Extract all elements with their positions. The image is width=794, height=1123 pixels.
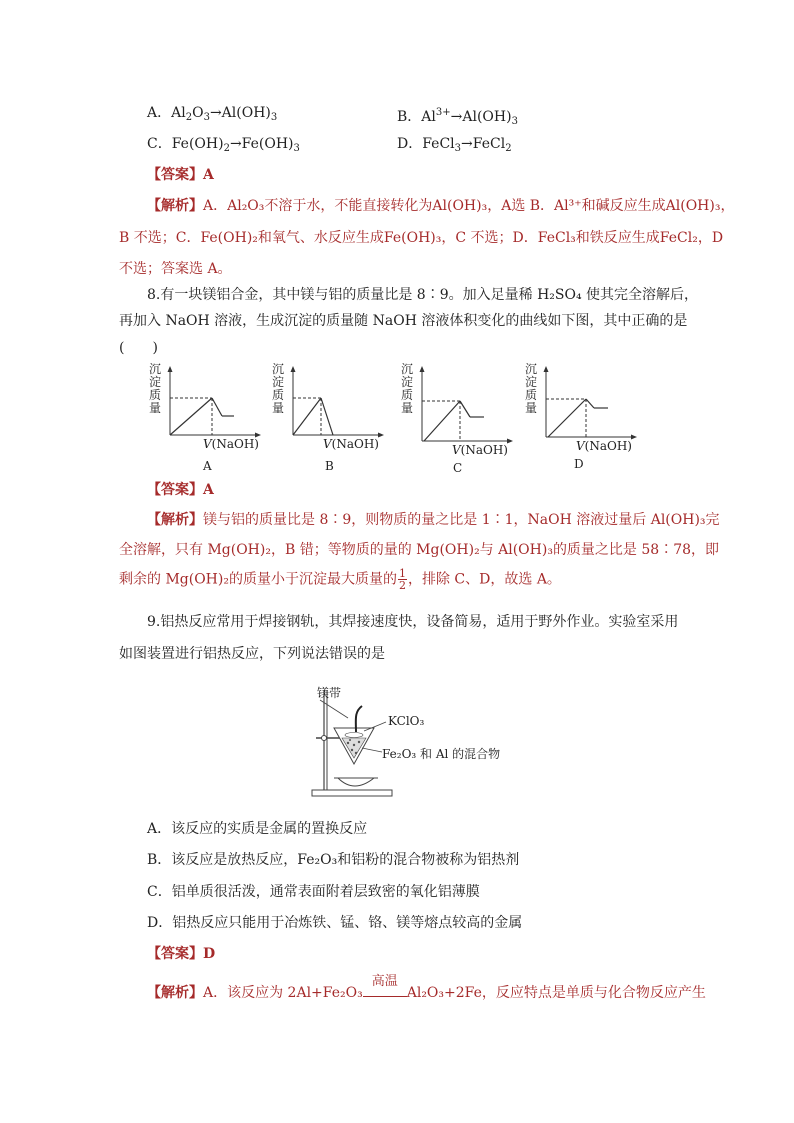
q7-analysis-line3: 不选；答案选 A。	[119, 261, 232, 277]
graph-c-plot	[400, 363, 520, 475]
graph-d-y-label: 沉 淀 质 量	[524, 362, 537, 415]
label-magnesium-ribbon: 镁带	[317, 686, 342, 700]
graph-d-plot	[524, 363, 644, 475]
graph-c: 沉 淀 质 量 V(NaOH) C	[400, 363, 520, 475]
q9-option-a: A．该反应的实质是金属的置换反应	[147, 821, 368, 837]
q7-analysis-line2: B 不选；C．Fe(OH)₂和氧气、水反应生成Fe(OH)₃，C 不选；D．FeCl₃和铁反应生成FeCl₂，D	[119, 230, 724, 246]
graph-b-y-label: 沉 淀 质 量	[271, 362, 284, 415]
q8-analysis-line3: 剩余的 Mg(OH)₂的质量小于沉淀最大质量的 $\frac{1}{2}$ ，排除 C、D，故选 A。	[119, 567, 561, 592]
q9-option-b: B．该反应是放热反应，Fe₂O₃和铝粉的混合物被称为铝热剂	[147, 852, 520, 868]
graph-a: 沉 淀 质 量 V(NaOH) A	[148, 363, 268, 475]
graph-c-y-label: 沉 淀 质 量	[400, 362, 413, 415]
q9-analysis-line1: 【解析】A．该反应为 2Al+Fe₂O₃ 高温 Al₂O₃+2Fe，反应特点是单质与化合物反应产生	[147, 974, 706, 1001]
label-mixture: Fe₂O₃ 和 Al 的混合物	[382, 747, 501, 761]
thermite-apparatus-figure	[290, 682, 501, 800]
q7-option-c: C．$Fe(OH)_2\to Fe(OH)_3$	[147, 136, 300, 154]
q9-stem-line2: 如图装置进行铝热反应，下列说法错误的是	[119, 646, 385, 662]
graph-a-y-label: 沉 淀 质 量	[148, 362, 161, 415]
q8-stem-line1: 8.有一块镁铝合金，其中镁与铝的质量比是 8∶9。加入足量稀 H₂SO₄ 使其完全溶解后，	[147, 287, 699, 303]
q7-option-d: D．FeCl$_3$→FeCl$_2$	[397, 136, 512, 154]
q9-option-d: D．铝热反应只能用于冶炼铁、锰、铬、镁等熔点较高的金属	[147, 915, 523, 931]
q7-option-a: A．$Al_2O_3\to Al(OH)_3$	[147, 105, 278, 123]
q9-option-c: C．铝单质很活泼，通常表面附着层致密的氧化铝薄膜	[147, 884, 480, 900]
q9-answer: 【答案】D	[147, 946, 216, 962]
q7-answer: 【答案】A	[147, 167, 214, 183]
q9-stem-line1: 9.铝热反应常用于焊接钢轨，其焊接速度快，设备简易，适用于野外作业。实验室采用	[147, 614, 679, 630]
q8-stem-line2: 再加入 NaOH 溶液，生成沉淀的质量随 NaOH 溶液体积变化的曲线如下图，其中正确的是	[119, 313, 688, 329]
q8-analysis-line1: 【解析】镁与铝的质量比是 8∶9，则物质的量之比是 1∶1，NaOH 溶液过量后 Al(OH)₃完	[147, 512, 720, 528]
reaction-condition: 高温	[363, 986, 407, 997]
q8-answer: 【答案】A	[147, 482, 214, 498]
graph-d: 沉 淀 质 量 V(NaOH) D	[524, 363, 644, 475]
one-half-fraction: $\frac{1}{2}$	[398, 567, 406, 592]
graph-b: 沉 淀 质 量 V(NaOH) B	[271, 363, 391, 475]
q8-analysis-line2: 全溶解，只有 Mg(OH)₂，B 错；等物质的量的 Mg(OH)₂与 Al(OH)₃的质量之比是 58∶78，即	[119, 542, 720, 558]
label-kclo3: KClO₃	[388, 714, 425, 728]
q7-analysis-line1: 【解析】A．Al₂O₃不溶于水，不能直接转化为Al(OH)₃，A选 B．Al³⁺和碱反应生成Al(OH)₃，	[147, 198, 735, 214]
q7-option-b: B．$Al^{3+}\to Al(OH)_3$	[397, 107, 518, 127]
q8-stem-line3: ( )	[119, 340, 158, 356]
